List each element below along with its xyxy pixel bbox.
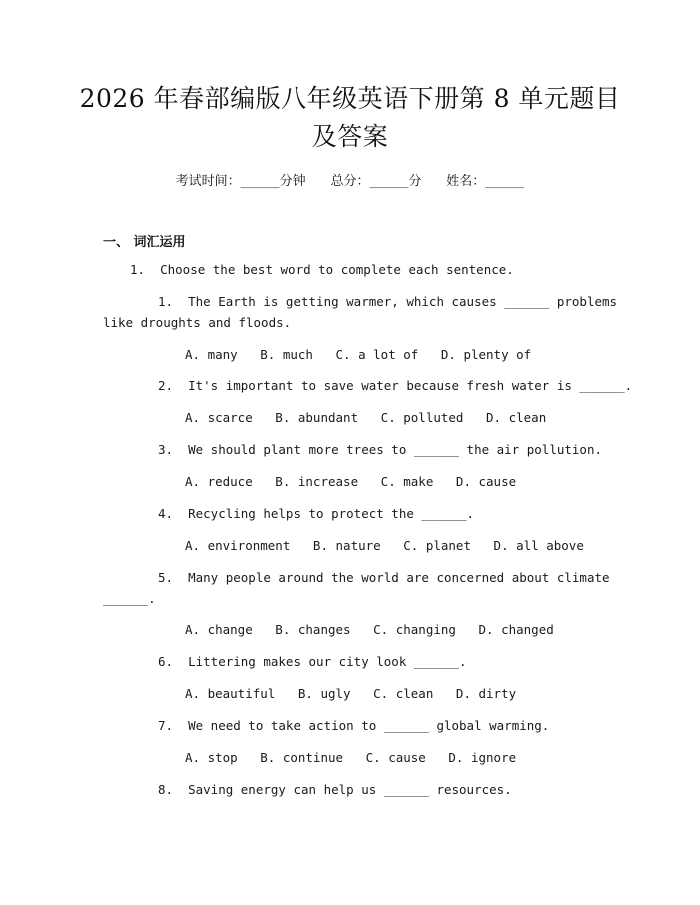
question-4-options: A. environment B. nature C. planet D. all above [185, 538, 584, 553]
exam-meta [0, 170, 700, 189]
document-title: 2026 年春部编版八年级英语下册第 8 单元题目及答案 [79, 84, 621, 151]
student-name-field: 姓名：______ [446, 174, 525, 189]
question-7-text: 7. We need to take action to ______ global warming. [158, 718, 550, 733]
question-2-text: 2. It's important to save water because fresh water is ______. [158, 378, 633, 393]
question-5-options: A. change B. changes C. changing D. changed [185, 622, 554, 637]
question-3-options: A. reduce B. increase C. make D. cause [185, 474, 517, 489]
section-heading-vocabulary: 一、 词汇运用 [103, 235, 186, 250]
question-4-text: 4. Recycling helps to protect the ______. [158, 506, 475, 521]
total-score-field: 总分：______分 [330, 174, 422, 189]
question-5-text: 5. Many people around the world are concerned about climate [158, 570, 610, 585]
section-instruction: 1. Choose the best word to complete each sentence. [130, 262, 514, 277]
question-6-text: 6. Littering makes our city look ______. [158, 654, 467, 669]
question-8-text: 8. Saving energy can help us ______ resources. [158, 782, 512, 797]
question-2-options: A. scarce B. abundant C. polluted D. clean [185, 410, 547, 425]
question-7-options: A. stop B. continue C. cause D. ignore [185, 750, 517, 765]
question-3-text: 3. We should plant more trees to ______ the air pollution. [158, 442, 603, 457]
question-5-text-continued: ______. [103, 591, 156, 606]
question-1-text: 1. The Earth is getting warmer, which causes ______ problems [158, 294, 618, 309]
exam-time-field: 考试时间：______分钟 [175, 174, 306, 189]
question-6-options: A. beautiful B. ugly C. clean D. dirty [185, 686, 517, 701]
question-1-text-continued: like droughts and floods. [103, 315, 292, 330]
question-1-options: A. many B. much C. a lot of D. plenty of [185, 347, 532, 362]
